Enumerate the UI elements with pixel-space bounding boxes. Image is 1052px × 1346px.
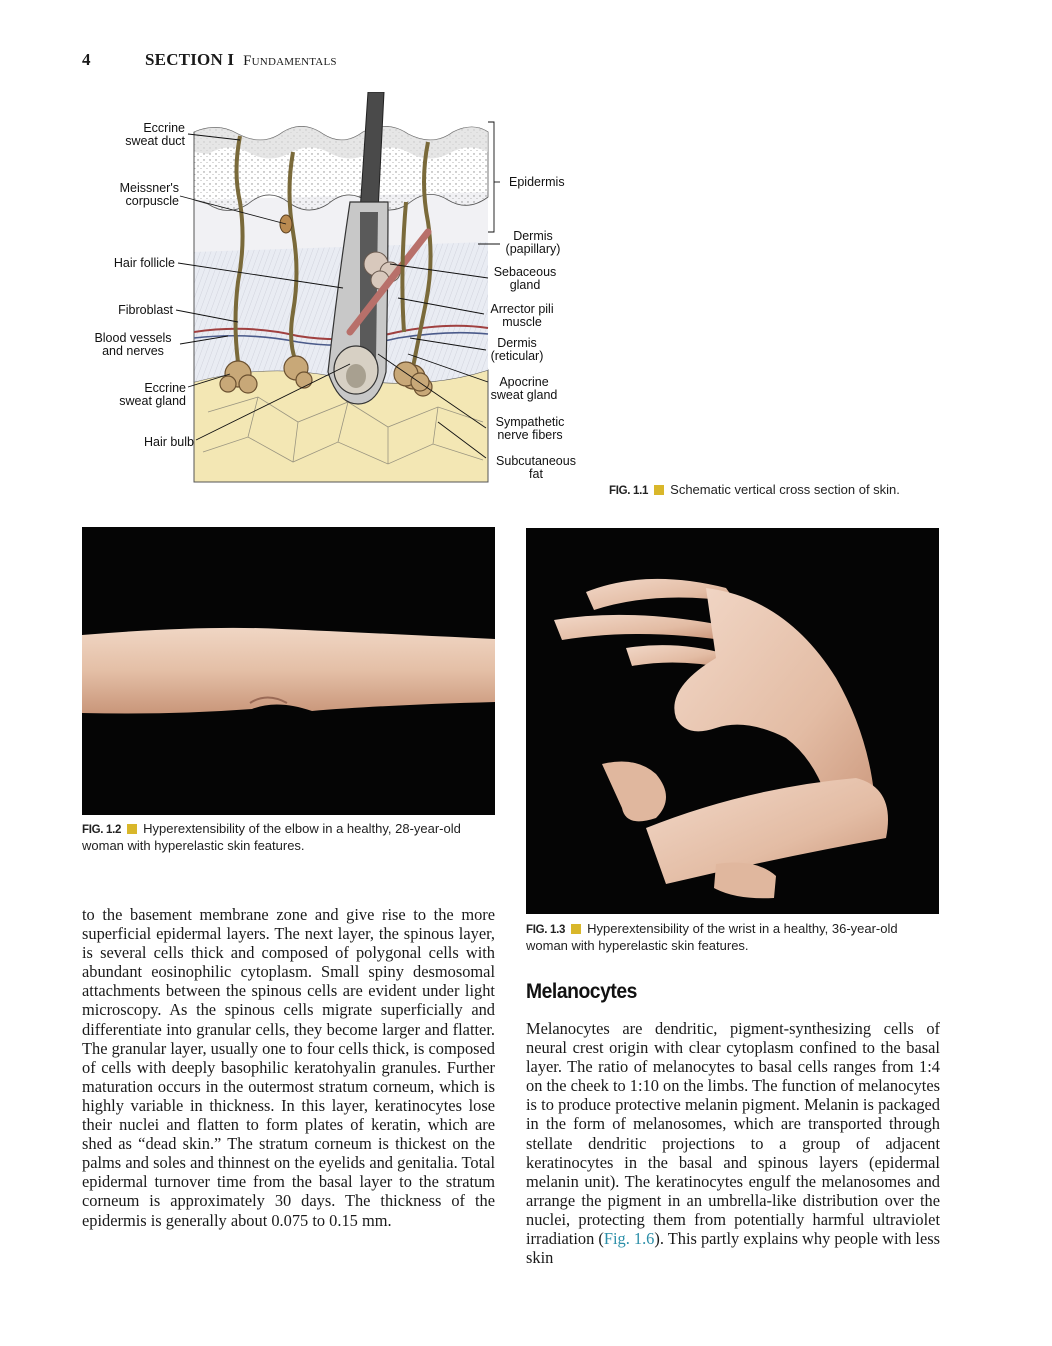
skin-cross-section-figure — [88, 92, 588, 484]
elbow-photo — [82, 527, 495, 815]
label-arrector-pili-muscle: Arrector pili muscle — [490, 302, 554, 329]
body-paragraph: to the basement membrane zone and give rise to the more superficial epidermal layers. The next layer, the spinous layer, is several cells thick and composed of polygonal cells with abundant eosinophilic cytoplasm. Small spiny desmosomal attachments between the spinous cells are evident under light microscopy. As the spinous cells migrate superficially and differentiate into granular cells, they become larger and flatter. The granular layer, usually one to four cells thick, is composed of cells with deeply basophilic keratohyalin granules. Further maturation occurs in the outermost stratum corneum, which is highly variable in thickness. In this layer, keratinocytes lose their nuclei and flatten to form plates of keratin, which are shed as “dead skin.” The stratum corneum is thickest on the palms and soles and thinnest on the eyelids and genitalia. Total epidermal turnover time from the basal layer to the stratum corneum is approximately 30 days. The thickness of the epidermis is generally about 0.075 to 0.15 mm. — [82, 905, 495, 1230]
figure-1-2-caption-text: Hyperextensibility of the elbow in a healthy, 28-year-old woman with hyperelastic skin features. — [82, 821, 461, 853]
figure-1-1-caption-text: Schematic vertical cross section of skin. — [670, 482, 900, 497]
body-paragraph — [526, 1019, 940, 1267]
label-epidermis: Epidermis — [509, 175, 565, 189]
figure-1-3-number: FIG. 1.3 — [526, 924, 566, 936]
label-hair-bulb: Hair bulb — [143, 435, 194, 449]
caption-square-icon — [571, 924, 581, 934]
label-hair-follicle: Hair follicle — [113, 256, 175, 270]
hand-illustration — [526, 528, 939, 914]
label-meissner-corpuscle: Meissner's corpuscle — [119, 181, 179, 208]
section-title: Fundamentals — [243, 53, 337, 69]
arm-illustration — [82, 527, 495, 815]
label-subcutaneous-fat: Subcutaneous fat — [496, 454, 576, 481]
label-eccrine-sweat-duct: Eccrine sweat duct — [125, 121, 185, 148]
left-column-text — [82, 905, 495, 1230]
paragraph-text: Melanocytes are dendritic, pigment-synthesizing cells of neural crest origin with clear cytoplasm confined to the basal layer. The ratio of melanocytes to basal cells ranges from 1:4 on the cheek to 1:10 on the limbs. The function of melanocytes is to produce protective melanin pigment. Melanin is packaged in the form of melanosomes, which are transported through stellate dendritic projections to a group of adjacent keratinocytes in the basal and spinous layers (epidermal melanin unit). The keratinocytes engulf the melanosomes and arrange the pigment in an umbrella-like distribution over the nuclei, protecting them from potentially harmful ultraviolet irradiation ( — [526, 1019, 940, 1249]
label-eccrine-sweat-gland: Eccrine sweat gland — [119, 381, 186, 408]
figure-1-1-caption — [609, 482, 949, 499]
wrist-photo — [526, 528, 939, 914]
paragraph-text-continued: ). This partly explains why people with less skin — [526, 1229, 940, 1268]
label-blood-vessels: Blood vessels and nerves — [94, 331, 172, 358]
page-number: 4 — [82, 50, 91, 69]
section-number: SECTION I — [145, 50, 235, 69]
label-dermis-papillary: Dermis (papillary) — [505, 229, 561, 256]
running-head — [145, 50, 337, 70]
caption-square-icon — [127, 824, 137, 834]
figure-1-3-caption — [526, 921, 940, 954]
figure-1-3-caption-text: Hyperextensibility of the wrist in a healthy, 36-year-old woman with hyperelastic skin features. — [526, 921, 898, 953]
label-apocrine-sweat-gland: Apocrine sweat gland — [490, 375, 558, 402]
section-heading: Melanocytes — [526, 980, 637, 1003]
right-column-text — [526, 1019, 940, 1267]
figure-reference-link[interactable]: Fig. 1.6 — [603, 1229, 655, 1249]
figure-1-2-caption — [82, 821, 495, 854]
label-sebaceous-gland: Sebaceous gland — [493, 265, 557, 292]
figure-1-1-number: FIG. 1.1 — [609, 485, 649, 497]
label-sympathetic-nerve-fibers: Sympathetic nerve fibers — [495, 415, 565, 442]
label-dermis-reticular: Dermis (reticular) — [490, 336, 544, 363]
figure-1-2-number: FIG. 1.2 — [82, 824, 122, 836]
label-fibroblast: Fibroblast — [118, 303, 173, 317]
caption-square-icon — [654, 485, 664, 495]
